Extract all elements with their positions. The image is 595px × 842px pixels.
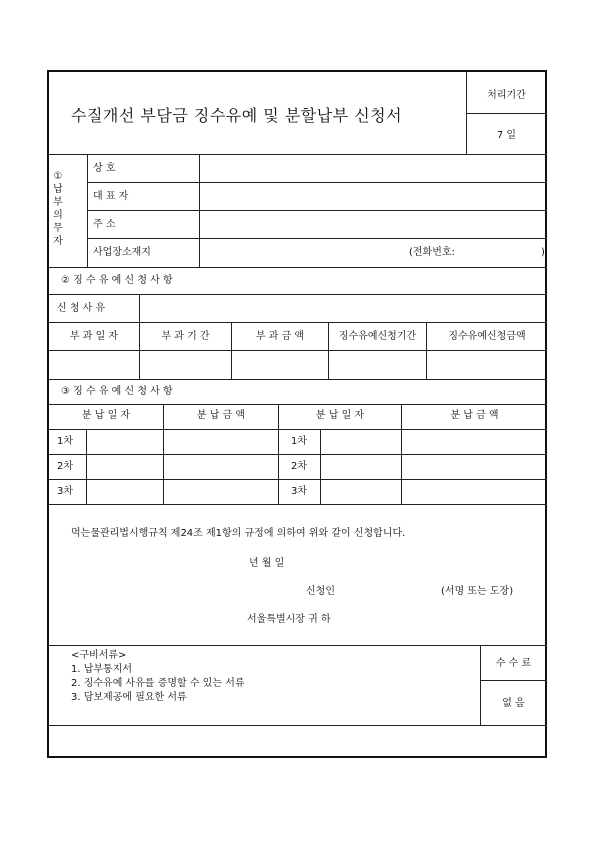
- installment-date-field[interactable]: [321, 430, 401, 454]
- installment-date-field[interactable]: [321, 455, 401, 479]
- installment-amount-field[interactable]: [402, 430, 547, 454]
- installment-label: 3차: [57, 486, 74, 497]
- phone-label: (전화번호:: [409, 247, 455, 258]
- installment-amount-field[interactable]: [164, 455, 278, 479]
- column-header: 분 납 금 액: [450, 410, 499, 421]
- phone-field[interactable]: [461, 239, 541, 266]
- representative-field[interactable]: [200, 183, 547, 210]
- form-title: 수질개선 부담금 징수유예 및 분할납부 신청서: [71, 106, 403, 125]
- side-label-char: 의: [53, 210, 63, 221]
- addressee: 서울특별시장 귀 하: [247, 614, 331, 625]
- column-header: 부 과 기 간: [161, 331, 210, 342]
- signature-label: (서명 또는 도장): [441, 586, 514, 597]
- phone-close: ): [541, 247, 545, 258]
- representative-label: 대 표 자: [93, 191, 129, 202]
- divider: [49, 379, 547, 380]
- deferral-period-field[interactable]: [329, 351, 426, 378]
- installment-date-field[interactable]: [321, 480, 401, 504]
- document-item: 1. 납부통지서: [71, 664, 133, 675]
- installment-amount-field[interactable]: [402, 455, 547, 479]
- installment-amount-field[interactable]: [164, 430, 278, 454]
- divider: [49, 504, 547, 505]
- installment-label: 1차: [291, 436, 308, 447]
- divider: [49, 404, 547, 405]
- processing-period-label: 처리기간: [487, 90, 526, 101]
- divider: [480, 680, 547, 681]
- date-line: 년 월 일: [249, 558, 285, 569]
- installment-label: 1차: [57, 436, 74, 447]
- document-item: 2. 징수유예 사유를 증명할 수 있는 서류: [71, 678, 245, 689]
- applicant-field[interactable]: [344, 580, 434, 600]
- fee-value: 없 음: [502, 698, 525, 709]
- column-header: 부 과 금 액: [255, 331, 305, 342]
- section2-heading: ② 징 수 유 예 신 청 사 항: [61, 275, 173, 286]
- declaration-statement: 먹는물관리법시행규칙 제24조 제1항의 규정에 의하여 위와 같이 신청합니다.: [71, 528, 406, 539]
- levy-date-field[interactable]: [50, 351, 139, 378]
- deferral-amount-field[interactable]: [427, 351, 547, 378]
- address-label: 주 소: [93, 219, 116, 230]
- installment-label: 2차: [291, 461, 308, 472]
- company-name-field[interactable]: [200, 155, 547, 182]
- divider: [480, 645, 481, 725]
- installment-label: 3차: [291, 486, 308, 497]
- side-label-char: 자: [53, 236, 63, 247]
- applicant-label: 신청인: [306, 586, 335, 597]
- document-item: 3. 담보제공에 필요한 서류: [71, 692, 187, 703]
- divider: [49, 725, 547, 726]
- installment-amount-field[interactable]: [164, 480, 278, 504]
- column-header: 징수유예신청기간: [338, 331, 417, 342]
- installment-date-field[interactable]: [87, 480, 163, 504]
- column-header: 분 납 일 자: [315, 410, 365, 421]
- column-header: 분 납 일 자: [81, 410, 131, 421]
- address-field[interactable]: [200, 211, 547, 238]
- processing-period-value: 7 일: [496, 130, 517, 141]
- reason-label: 신 청 사 유: [57, 303, 106, 314]
- installment-date-field[interactable]: [87, 430, 163, 454]
- column-header: 징수유예신청금액: [448, 331, 526, 342]
- side-label-char: 납: [53, 184, 63, 195]
- divider: [466, 113, 547, 114]
- business-location-label: 사업장소재지: [93, 247, 151, 258]
- company-name-label: 상 호: [93, 163, 116, 174]
- section1-marker: ①: [53, 171, 63, 182]
- levy-period-field[interactable]: [140, 351, 231, 378]
- side-label-char: 부: [53, 197, 63, 208]
- column-header: 부 과 일 자: [69, 331, 119, 342]
- levy-amount-field[interactable]: [232, 351, 328, 378]
- installment-date-field[interactable]: [87, 455, 163, 479]
- side-label-char: 무: [53, 223, 63, 234]
- divider: [49, 322, 547, 323]
- divider: [49, 645, 547, 646]
- installment-amount-field[interactable]: [402, 480, 547, 504]
- installment-label: 2차: [57, 461, 74, 472]
- column-header: 분 납 금 액: [196, 410, 246, 421]
- fee-label: 수 수 료: [495, 658, 532, 669]
- application-form: [47, 70, 547, 758]
- documents-heading: <구비서류>: [71, 650, 127, 661]
- reason-field[interactable]: [140, 295, 547, 322]
- divider: [49, 267, 547, 268]
- section3-heading: ③ 징 수 유 예 신 청 사 항: [61, 386, 173, 397]
